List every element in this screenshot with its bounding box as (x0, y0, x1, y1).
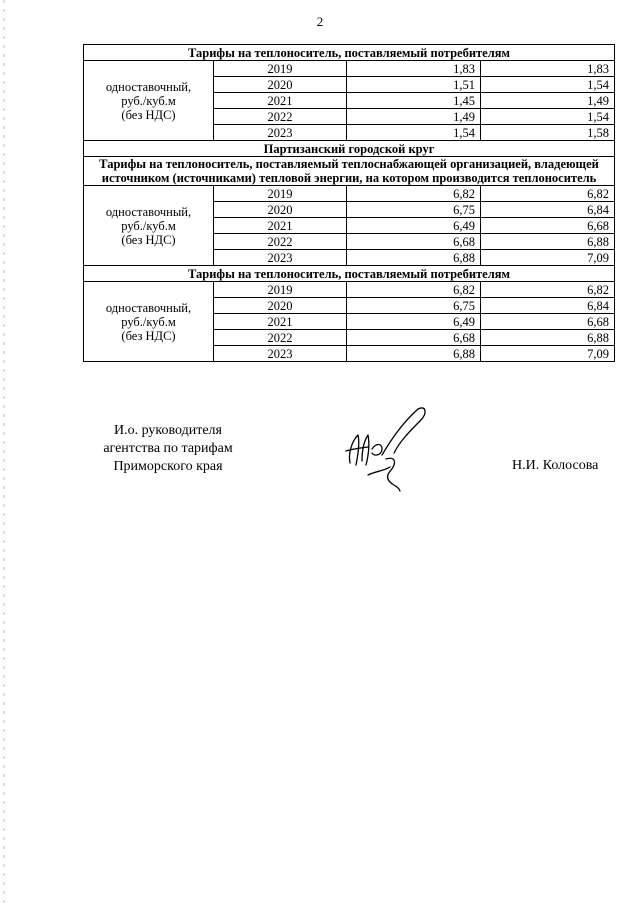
unit-label-line: одноставочный, (105, 79, 192, 94)
unit-cell (84, 282, 214, 362)
tariff-h2-cell: 6,68 (481, 314, 615, 330)
table-row (84, 282, 615, 298)
tariff-h2-cell: 6,82 (481, 186, 615, 202)
year-cell: 2023 (214, 346, 347, 362)
year-cell: 2022 (214, 109, 347, 125)
unit-cell (84, 186, 214, 266)
year-cell: 2021 (214, 314, 347, 330)
year-cell: 2020 (214, 202, 347, 218)
unit-label-line: одноставочный, (105, 204, 192, 219)
year-cell: 2020 (214, 77, 347, 93)
tariff-h1-cell: 6,68 (347, 234, 481, 250)
section-header: Тарифы на теплоноситель, поставляемый потребителям (84, 45, 615, 61)
tariff-h2-cell: 6,84 (481, 202, 615, 218)
unit-label-line: (без НДС) (121, 328, 176, 343)
tariff-h1-cell: 1,54 (347, 125, 481, 141)
tariff-h1-cell: 6,68 (347, 330, 481, 346)
year-cell: 2019 (214, 61, 347, 77)
unit-label-line: руб./куб.м (121, 93, 176, 108)
table-row (84, 61, 615, 77)
tariff-h2-cell: 6,88 (481, 330, 615, 346)
tariff-h2-cell: 6,84 (481, 298, 615, 314)
tariff-h2-cell: 1,49 (481, 93, 615, 109)
tariff-h1-cell: 6,49 (347, 314, 481, 330)
page-number: 2 (316, 14, 324, 29)
table-row (84, 186, 615, 202)
signee-name: Н.И. Колосова (512, 458, 599, 473)
tariff-table (83, 44, 615, 362)
signer-title-line: агентства по тарифам (103, 441, 233, 456)
tariff-h2-cell: 1,54 (481, 77, 615, 93)
tariff-h2-cell: 1,58 (481, 125, 615, 141)
tariff-h2-cell: 6,82 (481, 282, 615, 298)
unit-label-line: (без НДС) (121, 107, 176, 122)
handwritten-signature (338, 405, 438, 495)
tariff-h2-cell: 7,09 (481, 346, 615, 362)
unit-cell (84, 61, 214, 141)
tariff-h2-cell: 7,09 (481, 250, 615, 266)
tariff-h2-cell: 1,54 (481, 109, 615, 125)
tariff-h1-cell: 6,82 (347, 282, 481, 298)
year-cell: 2023 (214, 125, 347, 141)
year-cell: 2023 (214, 250, 347, 266)
unit-label-line: руб./куб.м (121, 218, 176, 233)
signer-title-line: И.о. руководителя (113, 423, 222, 438)
tariff-h2-cell: 6,68 (481, 218, 615, 234)
section-header: Тарифы на теплоноситель, поставляемый теплоснабжающей организацией, владеющей источником (источниками) тепловой энергии, на котором производится теплоноситель (84, 157, 615, 186)
tariff-h1-cell: 1,51 (347, 77, 481, 93)
region-header: Партизанский городской круг (84, 141, 615, 157)
tariff-h1-cell: 6,88 (347, 346, 481, 362)
tariff-h1-cell: 6,75 (347, 298, 481, 314)
tariff-h2-cell: 1,83 (481, 61, 615, 77)
section-header-row (84, 45, 615, 61)
tariff-h2-cell: 6,88 (481, 234, 615, 250)
unit-label-line: (без НДС) (121, 232, 176, 247)
section-header-row (84, 157, 615, 186)
tariff-h1-cell: 6,75 (347, 202, 481, 218)
tariff-h1-cell: 1,83 (347, 61, 481, 77)
year-cell: 2019 (214, 282, 347, 298)
year-cell: 2020 (214, 298, 347, 314)
scan-edge-artifact (3, 0, 5, 905)
tariff-h1-cell: 6,88 (347, 250, 481, 266)
tariff-h1-cell: 1,49 (347, 109, 481, 125)
year-cell: 2019 (214, 186, 347, 202)
section-header-row (84, 266, 615, 282)
signer-title (88, 422, 248, 476)
section-header: Тарифы на теплоноситель, поставляемый потребителям (84, 266, 615, 282)
year-cell: 2022 (214, 330, 347, 346)
region-header-row (84, 141, 615, 157)
tariff-h1-cell: 6,49 (347, 218, 481, 234)
year-cell: 2022 (214, 234, 347, 250)
unit-label-line: одноставочный, (105, 300, 192, 315)
tariff-h1-cell: 6,82 (347, 186, 481, 202)
signer-title-line: Приморского края (113, 459, 223, 474)
year-cell: 2021 (214, 93, 347, 109)
unit-label-line: руб./куб.м (121, 314, 176, 329)
tariff-h1-cell: 1,45 (347, 93, 481, 109)
year-cell: 2021 (214, 218, 347, 234)
